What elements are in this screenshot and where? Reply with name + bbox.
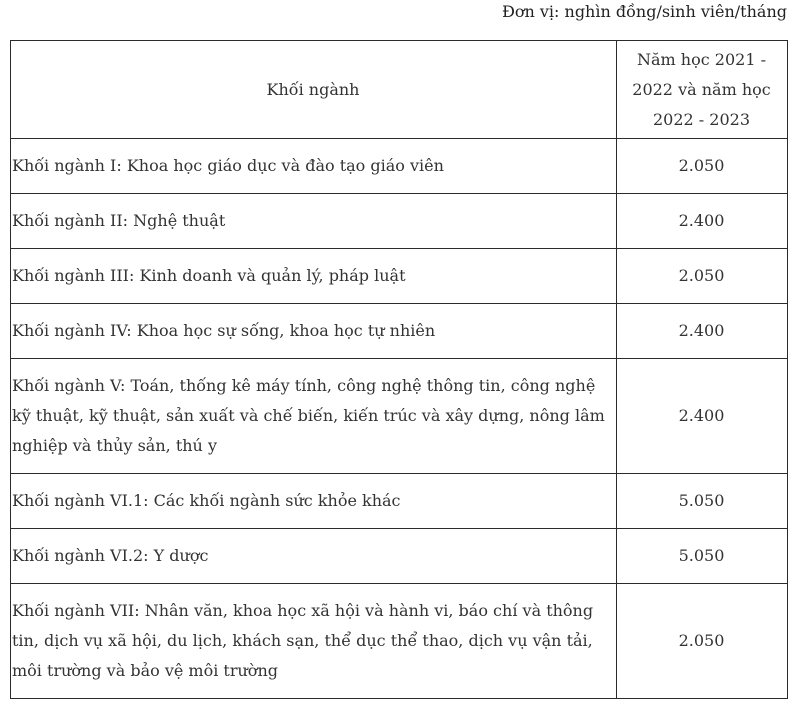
table-row	[11, 139, 788, 194]
fee-value: 5.050	[617, 474, 788, 529]
field-group-name: Khối ngành II: Nghệ thuật	[11, 194, 617, 249]
fee-value: 2.400	[617, 304, 788, 359]
fee-value: 2.050	[617, 584, 788, 699]
field-group-name: Khối ngành VI.2: Y dược	[11, 529, 617, 584]
fee-value: 5.050	[617, 529, 788, 584]
unit-note: Đơn vị: nghìn đồng/sinh viên/tháng	[501, 2, 787, 21]
table-header-row	[11, 41, 788, 139]
field-group-name: Khối ngành VII: Nhân văn, khoa học xã hội và hành vi, báo chí và thông tin, dịch vụ xã hội, du lịch, khách sạn, thể dục thể thao, dịch vụ vận tải, môi trường và bảo vệ môi trường	[11, 584, 617, 699]
fee-value: 2.050	[617, 249, 788, 304]
field-group-name: Khối ngành III: Kinh doanh và quản lý, pháp luật	[11, 249, 617, 304]
fee-value: 2.050	[617, 139, 788, 194]
table-row	[11, 529, 788, 584]
table-row	[11, 584, 788, 699]
table-row	[11, 304, 788, 359]
tuition-fee-table	[10, 40, 788, 699]
fee-value: 2.400	[617, 194, 788, 249]
table-row	[11, 359, 788, 474]
field-group-name: Khối ngành IV: Khoa học sự sống, khoa học tự nhiên	[11, 304, 617, 359]
table-row	[11, 249, 788, 304]
fee-value: 2.400	[617, 359, 788, 474]
field-group-name: Khối ngành VI.1: Các khối ngành sức khỏe khác	[11, 474, 617, 529]
table-row	[11, 194, 788, 249]
field-group-name: Khối ngành I: Khoa học giáo dục và đào tạo giáo viên	[11, 139, 617, 194]
field-group-name: Khối ngành V: Toán, thống kê máy tính, công nghệ thông tin, công nghệ kỹ thuật, kỹ thuật, sản xuất và chế biến, kiến trúc và xây dựng, nông lâm nghiệp và thủy sản, thú y	[11, 359, 617, 474]
header-school-years: Năm học 2021 - 2022 và năm học 2022 - 2023	[617, 41, 788, 139]
table-row	[11, 474, 788, 529]
header-field-group: Khối ngành	[11, 41, 617, 139]
